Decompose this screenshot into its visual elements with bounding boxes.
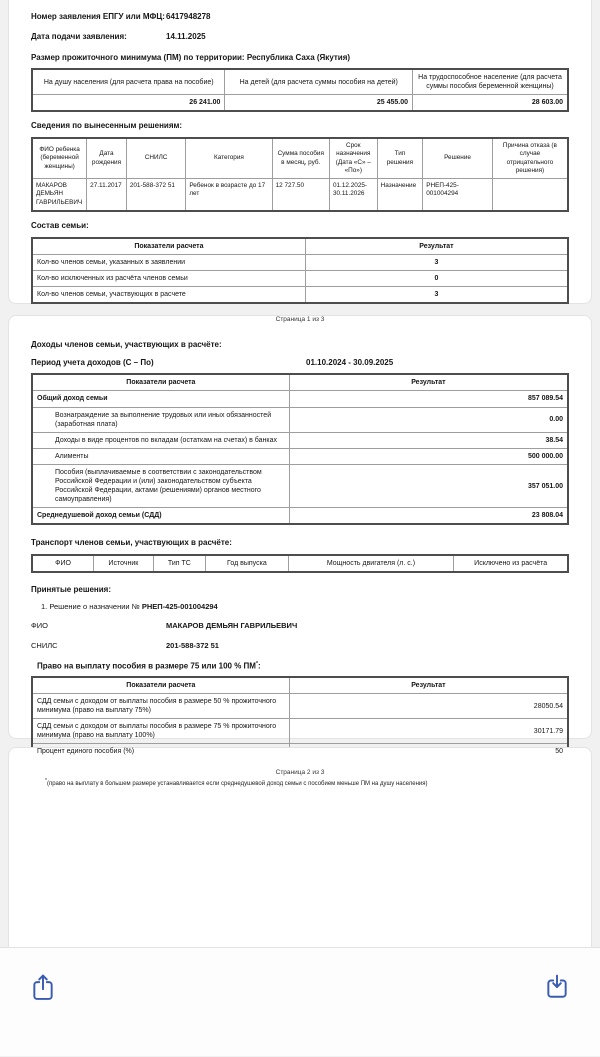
decision-birthdate: 27.11.2017 [87,179,127,211]
income-row-interest [32,432,568,448]
taken-decisions-heading: Принятые решения: [31,584,112,594]
decision-amount: 12 727.50 [272,179,329,211]
pm-table [31,68,569,112]
family-row-participating [32,286,568,303]
person-name-value: МАКАРОВ ДЕМЬЯН ГАВРИЛЬЕВИЧ [166,621,298,631]
application-date-value: 14.11.2025 [166,32,206,42]
income-salary-value: 0.00 [289,407,568,432]
income-row-salary [32,407,568,432]
payment-right-heading-colon: : [257,661,261,671]
family-excluded-value: 0 [305,270,568,286]
share-button[interactable] [30,972,56,1002]
transport-col-type: Тип ТС [153,555,206,572]
person-name-label: ФИО [31,621,48,631]
page-2-footer: Страница 2 из 3 [275,768,325,776]
decision-child-name: МАКАРОВ ДЕМЬЯН ГАВРИЛЬЕВИЧ [32,179,87,211]
document-page-2 [8,315,592,776]
family-header-row [32,238,568,255]
family-declared-label: Кол-во членов семьи, указанных в заявлении [32,254,305,270]
transport-header-row [32,555,568,572]
decisions-col-type: Тип решения [377,138,423,179]
page-1-footer: Страница 1 из 3 [275,315,325,323]
document-page-3 [8,747,592,947]
decisions-section-heading: Сведения по вынесенным решениям: [31,121,183,131]
decisions-data-row [32,179,568,211]
right-row-75 [32,694,568,719]
family-col-indicator: Показатели расчета [32,238,305,255]
right-col-indicator: Показатели расчета [32,677,289,694]
right-col-result: Результат [289,677,568,694]
application-date-row [31,32,569,42]
right-percent-value: 50 [289,744,568,761]
decision-type: Назначение [377,179,423,211]
person-snils-row [31,641,569,650]
decisions-col-name: ФИО ребенка (беременной женщины) [32,138,87,179]
document-page-1 [8,0,592,323]
family-declared-value: 3 [305,254,568,270]
pm-value-children: 25 455.00 [225,95,413,112]
family-participating-label: Кол-во членов семьи, участвующих в расчете [32,286,305,303]
transport-col-excluded: Исключено из расчёта [454,555,568,572]
family-section-heading: Состав семьи: [31,221,89,231]
income-benefits-value: 357 051.00 [289,464,568,507]
decision-number: РНЕП-425-001004294 [423,179,493,211]
income-interest-value: 38.54 [289,432,568,448]
income-row-sdd [32,508,568,525]
decisions-col-period: Срок назначения (Дата «С» – «По») [329,138,377,179]
income-total-label: Общий доход семьи [32,391,289,407]
right-75-label: СДД семьи с доходом от выплаты пособия в размере 50 % прожиточного минимума (право на выплату 75%) [32,694,289,719]
transport-section-heading: Транспорт членов семьи, участвующих в расчёте: [31,538,232,548]
right-100-label: СДД семьи с доходом от выплаты пособия в размере 75 % прожиточного минимума (право на выплату 100%) [32,719,289,744]
decisions-table [31,137,569,212]
income-alimony-value: 500 000.00 [289,448,568,464]
income-interest-label: Доходы в виде процентов по вкладам (остаткам на счетах) в банках [32,432,289,448]
income-col-indicator: Показатели расчета [32,374,289,391]
right-75-value: 28050.54 [289,694,568,719]
income-period-value: 01.10.2024 - 30.09.2025 [306,358,394,368]
pm-col-per-capita: На душу населения (для расчета права на пособие) [32,69,225,95]
decision-refusal-reason [492,179,568,211]
income-benefits-label: Пособия (выплачиваемые в соответствии с законодательством Российской Федерации и (или) законодательством субъекта Российской Федерации, актами (решениями) органов местного самоуправления) [32,464,289,507]
application-number-value: 6417948278 [166,12,211,21]
decision-period: 01.12.2025- 30.11.2026 [329,179,377,211]
transport-col-name: ФИО [32,555,94,572]
download-button[interactable] [544,972,570,1002]
decisions-col-amount: Сумма пособия в месяц, руб. [272,138,329,179]
application-number-row [31,12,569,22]
decisions-header-row [32,138,568,179]
pm-table-value-row [32,95,568,112]
person-name-row [31,621,569,630]
decision-category: Ребенок в возрасте до 17 лет [186,179,272,211]
pm-value-per-capita: 26 241.00 [32,95,225,112]
income-period-label: Период учета доходов (С – По) [31,358,154,368]
decision-item-1 [41,602,569,611]
decisions-col-snils: СНИЛС [126,138,185,179]
income-row-total [32,391,568,407]
bottom-toolbar [0,948,600,1056]
income-row-alimony [32,448,568,464]
payment-right-heading-text: Право на выплату пособия в размере 75 или 100 % ПМ [37,661,256,671]
decisions-col-birthdate: Дата рождения [87,138,127,179]
right-100-value: 30171.79 [289,719,568,744]
decision-item-text: 1. Решение о назначении № [41,602,142,612]
payment-right-heading-asterisk: * [255,661,258,668]
income-sdd-label: Среднедушевой доход семьи (СДД) [32,508,289,525]
pm-col-working: На трудоспособное население (для расчета суммы пособия беременной женщины) [413,69,568,95]
person-snils-label: СНИЛС [31,641,58,651]
decisions-col-category: Категория [186,138,272,179]
pm-section-heading: Размер прожиточного минимума (ПМ) по территории: Республика Саха (Якутия) [31,52,351,62]
income-sdd-value: 23 808.04 [289,508,568,525]
transport-table [31,554,569,573]
pm-table-header-row [32,69,568,95]
download-icon [544,972,570,1002]
family-row-excluded [32,270,568,286]
transport-col-year: Год выпуска [206,555,289,572]
family-col-result: Результат [305,238,568,255]
footnote-text: (право на выплату в большем размере устанавливается если среднедушевой доход семьи с пособием меньше ПМ на душу населения) [46,781,428,787]
income-period-row [31,358,569,367]
person-snils-value: 201-588-372 51 [166,641,219,651]
family-table [31,237,569,304]
share-icon [30,972,56,1002]
footnote-asterisk: * [45,778,47,784]
income-col-result: Результат [289,374,568,391]
income-header-row [32,374,568,391]
pm-value-working: 28 603.00 [413,95,568,112]
decisions-col-refusal: Причина отказа (в случае отрицательного решения) [492,138,568,179]
payment-right-heading [37,661,569,671]
pm-col-children: На детей (для расчета суммы пособия на детей) [225,69,413,95]
income-section-heading: Доходы членов семьи, участвующих в расчёте: [31,340,222,349]
right-row-100 [32,719,568,744]
income-row-benefits [32,464,568,507]
income-table [31,373,569,525]
decision-snils: 201-588-372 51 [126,179,185,211]
family-participating-value: 3 [305,286,568,303]
right-percent-label: Процент единого пособия (%) [32,744,289,761]
family-excluded-label: Кол-во исключенных из расчёта членов семьи [32,270,305,286]
income-alimony-label: Алименты [32,448,289,464]
decision-item-number: РНЕП-425-001004294 [141,602,218,612]
income-salary-label: Вознаграждение за выполнение трудовых или иных обязанностей (заработная плата) [32,407,289,432]
family-row-declared [32,254,568,270]
footnote [45,778,569,788]
decisions-col-decision: Решение [423,138,493,179]
application-date-label: Дата подачи заявления: [31,32,127,42]
transport-col-power: Мощность двигателя (л. с.) [288,555,454,572]
application-number-label: Номер заявления ЕПГУ или МФЦ: [31,12,165,21]
right-header-row [32,677,568,694]
transport-col-source: Источник [94,555,153,572]
income-total-value: 857 089.54 [289,391,568,407]
